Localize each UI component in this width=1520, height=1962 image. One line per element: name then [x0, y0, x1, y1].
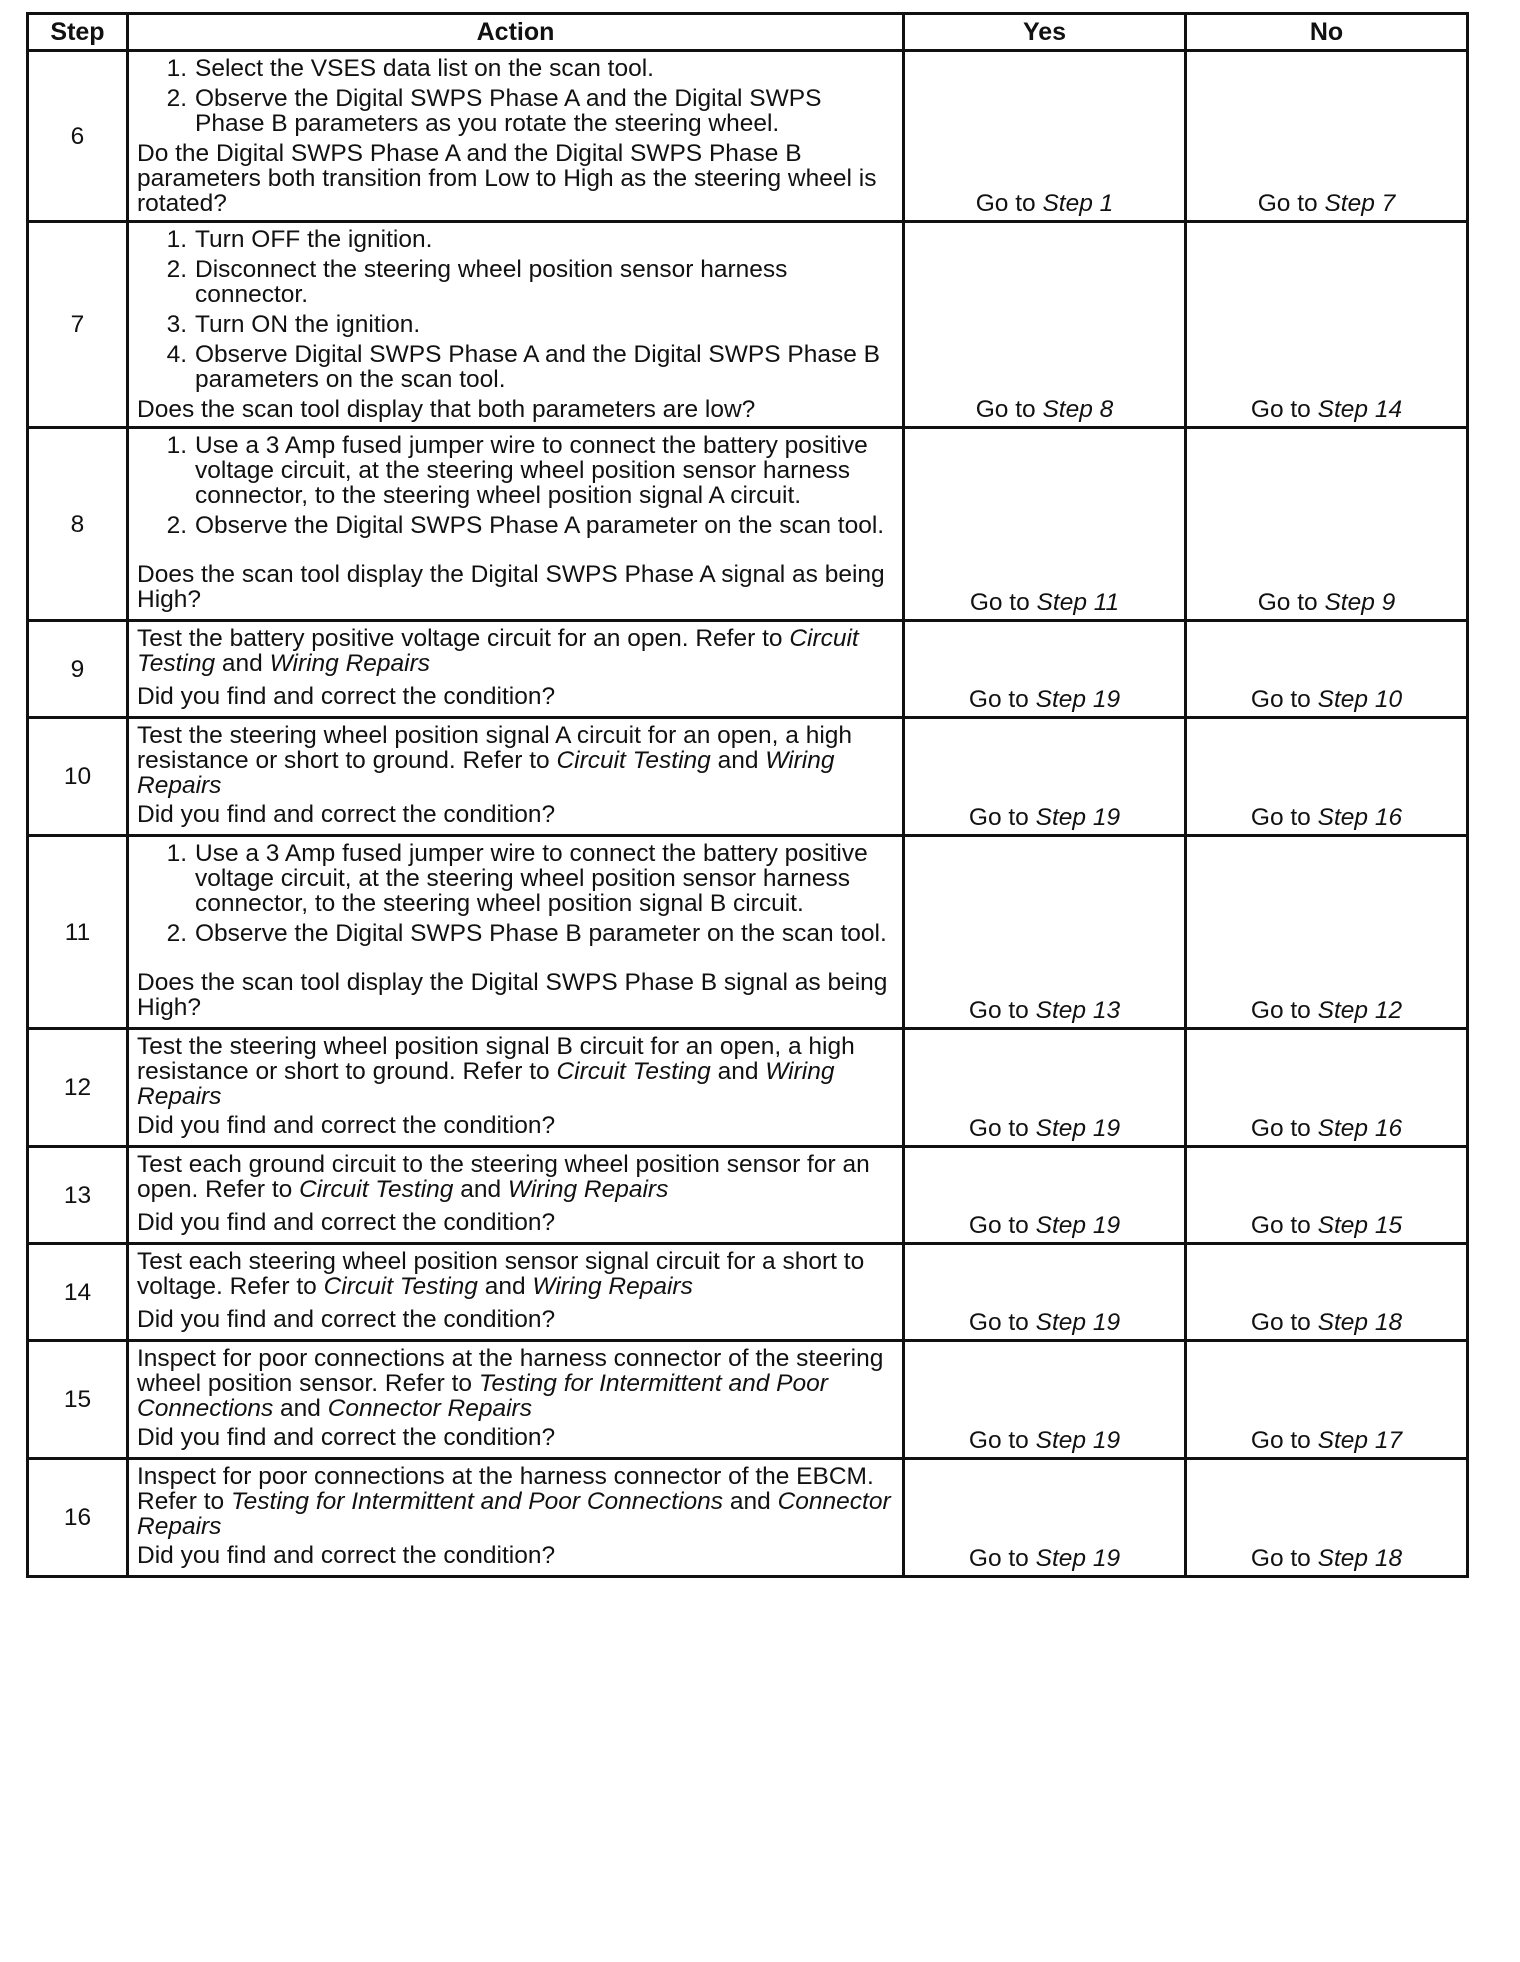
step-number: 16: [28, 1459, 128, 1577]
instruction-item: [137, 342, 894, 392]
no-cell: [1186, 621, 1468, 718]
step-number: 7: [28, 222, 128, 428]
no-step-link[interactable]: Step 9: [1324, 589, 1396, 616]
step-number: 10: [28, 718, 128, 836]
action-instructions: [137, 1464, 894, 1539]
yes-step-link[interactable]: Step 8: [1042, 396, 1114, 423]
no-goto-prefix: Go to: [1257, 589, 1325, 616]
action-cell: [128, 621, 904, 718]
table-row: [28, 51, 1468, 222]
step-number: 14: [28, 1244, 128, 1341]
yes-step-link[interactable]: Step 19: [1035, 804, 1121, 831]
question-text: Does the scan tool display that both parameters are low?: [137, 396, 756, 423]
action-instructions: [137, 227, 894, 397]
no-goto-prefix: Go to: [1250, 1545, 1318, 1572]
action-content: [137, 841, 894, 1020]
yes-cell: [904, 836, 1186, 1029]
no-goto-prefix: Go to: [1250, 686, 1318, 713]
instruction-number: 1.: [166, 432, 187, 459]
instruction-text: Use a 3 Amp fused jumper wire to connect the battery positive voltage circuit, at the steering wheel position sensor harness connector, to the steering wheel position signal B circuit.: [195, 840, 868, 917]
question-text: Did you find and correct the condition?: [137, 1209, 556, 1236]
instruction-text: Observe the Digital SWPS Phase A and the Digital SWPS Phase B parameters as you rotate the steering wheel.: [195, 85, 822, 137]
no-step-link[interactable]: Step 14: [1317, 396, 1403, 423]
yes-goto-prefix: Go to: [968, 1115, 1036, 1142]
action-cell: [128, 428, 904, 621]
instruction-body: Inspect for poor connections at the harness connector of the steering wheel position sensor. Refer to: [137, 1345, 884, 1397]
conjunction: and: [723, 1488, 778, 1515]
instruction-text: [137, 1346, 894, 1421]
question-text: Did you find and correct the condition?: [137, 1542, 556, 1569]
question-text: Did you find and correct the condition?: [137, 1306, 556, 1333]
action-cell: [128, 51, 904, 222]
instruction-body: Test each steering wheel position sensor signal circuit for a short to voltage. Refer to: [137, 1248, 865, 1300]
action-cell: [128, 1341, 904, 1459]
instruction-text: [137, 1464, 894, 1539]
instruction-list: [137, 841, 894, 946]
yes-cell: [904, 718, 1186, 836]
step-number: 9: [28, 621, 128, 718]
action-content: [137, 723, 894, 827]
yes-step-link[interactable]: Step 19: [1035, 1115, 1121, 1142]
yes-step-link[interactable]: Step 19: [1035, 1212, 1121, 1239]
no-step-link[interactable]: Step 16: [1317, 1115, 1403, 1142]
instruction-item: [137, 513, 894, 538]
instruction-body: Inspect for poor connections at the harness connector of the EBCM. Refer to: [137, 1463, 874, 1515]
step-number: 15: [28, 1341, 128, 1459]
action-instructions: [137, 1152, 894, 1202]
table-row: [28, 836, 1468, 1029]
reference-link[interactable]: Wiring Repairs: [507, 1176, 669, 1203]
conjunction: and: [273, 1395, 328, 1422]
no-cell: [1186, 51, 1468, 222]
instruction-list: [137, 433, 894, 538]
action-instructions: [137, 1034, 894, 1109]
action-instructions: [137, 841, 894, 951]
action-content: [137, 1249, 894, 1332]
table-row: [28, 1029, 1468, 1147]
instruction-item: [137, 433, 894, 508]
table-row: [28, 1459, 1468, 1577]
header-step: Step: [28, 14, 128, 51]
no-goto-prefix: Go to: [1250, 1212, 1318, 1239]
no-cell: [1186, 1244, 1468, 1341]
conjunction: and: [453, 1176, 508, 1203]
instruction-text: Disconnect the steering wheel position sensor harness connector.: [195, 256, 788, 308]
no-goto-prefix: Go to: [1250, 1115, 1318, 1142]
instruction-number: 2.: [166, 256, 187, 283]
yes-step-link[interactable]: Step 19: [1035, 1309, 1121, 1336]
action-instructions: [137, 1249, 894, 1299]
yes-goto-prefix: Go to: [968, 804, 1036, 831]
table-row: [28, 428, 1468, 621]
reference-link[interactable]: Wiring Repairs: [137, 1058, 835, 1110]
no-goto-prefix: Go to: [1257, 190, 1325, 217]
instruction-text: [137, 723, 894, 798]
reference-link[interactable]: Testing for Intermittent and Poor Connections: [230, 1488, 724, 1515]
instruction-text: [137, 1034, 894, 1109]
no-cell: [1186, 1029, 1468, 1147]
action-instructions: [137, 1346, 894, 1421]
reference-link[interactable]: Circuit Testing: [556, 1058, 711, 1085]
no-cell: [1186, 1147, 1468, 1244]
reference-link[interactable]: Wiring Repairs: [269, 650, 431, 677]
instruction-text: Turn OFF the ignition.: [195, 226, 433, 253]
instruction-list: [137, 227, 894, 392]
instruction-item: [137, 86, 894, 136]
action-cell: [128, 222, 904, 428]
instruction-number: 2.: [166, 512, 187, 539]
no-cell: [1186, 1341, 1468, 1459]
no-goto-prefix: Go to: [1250, 1309, 1318, 1336]
no-goto-prefix: Go to: [1250, 997, 1318, 1024]
reference-link[interactable]: Connector Repairs: [327, 1395, 532, 1422]
step-number: 13: [28, 1147, 128, 1244]
no-step-link[interactable]: Step 18: [1317, 1545, 1403, 1572]
instruction-text: Turn ON the ignition.: [195, 311, 421, 338]
action-instructions: [137, 56, 894, 141]
action-cell: [128, 836, 904, 1029]
yes-cell: [904, 222, 1186, 428]
instruction-text: Observe the Digital SWPS Phase A parameter on the scan tool.: [195, 512, 885, 539]
action-instructions: [137, 723, 894, 798]
step-number: 6: [28, 51, 128, 222]
no-cell: [1186, 1459, 1468, 1577]
conjunction: and: [215, 650, 270, 677]
question-text: Did you find and correct the condition?: [137, 801, 556, 828]
yes-goto-prefix: Go to: [968, 997, 1036, 1024]
yes-cell: [904, 1341, 1186, 1459]
yes-step-link[interactable]: Step 19: [1035, 1427, 1121, 1454]
reference-link[interactable]: Circuit Testing: [556, 747, 711, 774]
yes-goto-prefix: Go to: [968, 686, 1036, 713]
reference-link[interactable]: Circuit Testing: [137, 625, 859, 677]
yes-step-link[interactable]: Step 19: [1035, 686, 1121, 713]
table-row: [28, 222, 1468, 428]
action-instructions: [137, 433, 894, 543]
reference-link[interactable]: Circuit Testing: [323, 1273, 478, 1300]
yes-cell: [904, 1147, 1186, 1244]
yes-cell: [904, 1244, 1186, 1341]
yes-cell: [904, 428, 1186, 621]
instruction-body: Test the battery positive voltage circuit for an open. Refer to: [137, 625, 790, 652]
yes-cell: [904, 621, 1186, 718]
yes-step-link[interactable]: Step 19: [1035, 1545, 1121, 1572]
instruction-text: [137, 1249, 894, 1299]
action-content: [137, 56, 894, 216]
yes-goto-prefix: Go to: [968, 1309, 1036, 1336]
instruction-item: [137, 841, 894, 916]
question-text: Did you find and correct the condition?: [137, 1112, 556, 1139]
instruction-text: Use a 3 Amp fused jumper wire to connect the battery positive voltage circuit, at the steering wheel position sensor harness connector, to the steering wheel position signal A circuit.: [195, 432, 868, 509]
yes-cell: [904, 1029, 1186, 1147]
no-cell: [1186, 836, 1468, 1029]
reference-link[interactable]: Wiring Repairs: [532, 1273, 693, 1300]
reference-link[interactable]: Wiring Repairs: [137, 747, 835, 799]
instruction-number: 1.: [166, 226, 187, 253]
no-step-link[interactable]: Step 16: [1317, 804, 1403, 831]
action-cell: [128, 1147, 904, 1244]
action-content: [137, 433, 894, 612]
instruction-text: Observe the Digital SWPS Phase B parameter on the scan tool.: [195, 920, 887, 947]
action-content: [137, 227, 894, 422]
table-row: [28, 1147, 1468, 1244]
yes-cell: [904, 51, 1186, 222]
header-row: [28, 14, 1468, 51]
reference-link[interactable]: Testing for Intermittent and Poor Connections: [137, 1370, 828, 1422]
no-step-link[interactable]: Step 15: [1317, 1212, 1403, 1239]
instruction-text: [137, 1152, 894, 1202]
instruction-number: 1.: [166, 840, 187, 867]
action-content: [137, 1464, 894, 1568]
step-number: 12: [28, 1029, 128, 1147]
table-row: [28, 718, 1468, 836]
instruction-number: 2.: [166, 85, 187, 112]
instruction-number: 2.: [166, 920, 187, 947]
action-instructions: [137, 626, 894, 676]
yes-step-link[interactable]: Step 13: [1035, 997, 1121, 1024]
header-no: No: [1186, 14, 1468, 51]
instruction-item: [137, 56, 894, 81]
header-action: Action: [128, 14, 904, 51]
instruction-item: [137, 921, 894, 946]
action-content: [137, 1152, 894, 1235]
yes-goto-prefix: Go to: [975, 396, 1043, 423]
yes-goto-prefix: Go to: [969, 589, 1037, 616]
no-step-link[interactable]: Step 7: [1324, 190, 1396, 217]
question-text: Did you find and correct the condition?: [137, 683, 556, 710]
step-number: 8: [28, 428, 128, 621]
no-step-link[interactable]: Step 10: [1317, 686, 1403, 713]
yes-cell: [904, 1459, 1186, 1577]
question-text: Do the Digital SWPS Phase A and the Digital SWPS Phase B parameters both transition from Low to High as the steering wheel is rotated?: [137, 140, 877, 217]
action-content: [137, 1346, 894, 1450]
no-goto-prefix: Go to: [1250, 804, 1318, 831]
yes-goto-prefix: Go to: [968, 1427, 1036, 1454]
header-yes: Yes: [904, 14, 1186, 51]
instruction-number: 3.: [166, 311, 187, 338]
no-cell: [1186, 428, 1468, 621]
instruction-number: 1.: [166, 55, 187, 82]
question-text: Does the scan tool display the Digital SWPS Phase B signal as being High?: [137, 969, 888, 1021]
table-row: [28, 1341, 1468, 1459]
instruction-item: [137, 312, 894, 337]
table-row: [28, 621, 1468, 718]
reference-link[interactable]: Circuit Testing: [299, 1176, 454, 1203]
instruction-number: 4.: [166, 341, 187, 368]
no-step-link[interactable]: Step 17: [1317, 1427, 1403, 1454]
reference-link[interactable]: Connector Repairs: [137, 1488, 891, 1540]
yes-step-link[interactable]: Step 11: [1036, 589, 1120, 616]
no-cell: [1186, 222, 1468, 428]
conjunction: and: [710, 1058, 766, 1085]
instruction-body: Test the steering wheel position signal A circuit for an open, a high resistance or short to ground. Refer to: [137, 722, 853, 774]
instruction-body: Test each ground circuit to the steering wheel position sensor for an open. Refer to: [137, 1151, 870, 1203]
instruction-body: Test the steering wheel position signal B circuit for an open, a high resistance or short to ground. Refer to: [137, 1033, 855, 1085]
no-step-link[interactable]: Step 12: [1317, 997, 1403, 1024]
yes-goto-prefix: Go to: [968, 1212, 1036, 1239]
yes-step-link[interactable]: Step 1: [1042, 190, 1114, 217]
diagnostic-table: [26, 12, 1469, 1578]
instruction-text: Select the VSES data list on the scan tool.: [195, 55, 654, 82]
conjunction: and: [477, 1273, 533, 1300]
step-number: 11: [28, 836, 128, 1029]
no-cell: [1186, 718, 1468, 836]
no-goto-prefix: Go to: [1250, 1427, 1318, 1454]
yes-goto-prefix: Go to: [975, 190, 1043, 217]
no-goto-prefix: Go to: [1250, 396, 1318, 423]
action-cell: [128, 718, 904, 836]
question-text: Does the scan tool display the Digital SWPS Phase A signal as being High?: [137, 561, 885, 613]
action-cell: [128, 1029, 904, 1147]
yes-goto-prefix: Go to: [968, 1545, 1036, 1572]
instruction-text: [137, 626, 894, 676]
action-content: [137, 626, 894, 709]
instruction-item: [137, 227, 894, 252]
question-text: Did you find and correct the condition?: [137, 1424, 556, 1451]
instruction-item: [137, 257, 894, 307]
action-content: [137, 1034, 894, 1138]
instruction-list: [137, 56, 894, 136]
instruction-text: Observe Digital SWPS Phase A and the Digital SWPS Phase B parameters on the scan tool.: [195, 341, 880, 393]
no-step-link[interactable]: Step 18: [1317, 1309, 1403, 1336]
table-row: [28, 1244, 1468, 1341]
conjunction: and: [710, 747, 766, 774]
action-cell: [128, 1459, 904, 1577]
action-cell: [128, 1244, 904, 1341]
